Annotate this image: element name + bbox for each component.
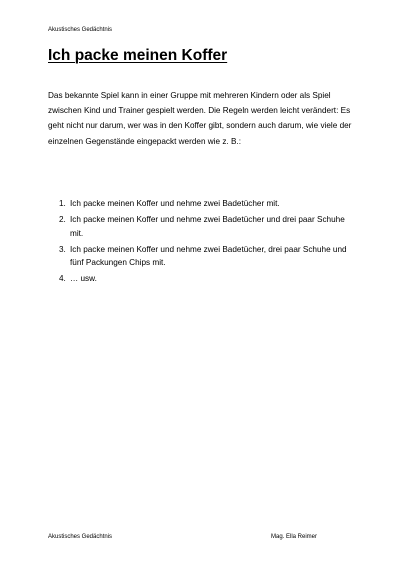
page-title: Ich packe meinen Koffer [48,47,228,64]
list-item-text: Ich packe meinen Koffer und nehme zwei Badetücher und drei paar Schuhe mit. [70,215,345,238]
intro-paragraph: Das bekannte Spiel kann in einer Gruppe mit mehreren Kindern oder als Spiel zwischen Kind und Trainer gespielt werden. Die Regeln werden leicht verändert: Es geht nicht nur darum, wer was in den Koffer gibt, sondern auch darum, wie viele der einzelnen Gegenstände eingepackt werden wie z. B.: [48,91,352,146]
list-item [48,197,348,210]
list-item-text: Ich packe meinen Koffer und nehme zwei Badetücher mit. [70,199,280,208]
list-item-text: Ich packe meinen Koffer und nehme zwei Badetücher, drei paar Schuhe und fünf Packungen Chips mit. [70,244,347,268]
steps-list [48,197,348,289]
page-header: Akustisches Gedächtnis [48,27,113,33]
list-item [48,243,348,270]
list-item-text: … usw. [70,274,97,284]
footer-author: Mag. Ella Reimer [271,534,318,540]
footer-title: Akustisches Gedächtnis [48,534,113,540]
list-item-number: 1. [59,199,66,208]
list-item-number: 2. [59,215,66,225]
list-item-number: 3. [59,244,66,254]
list-item [48,213,348,240]
list-item-number: 4. [59,274,66,284]
list-item [48,272,348,285]
